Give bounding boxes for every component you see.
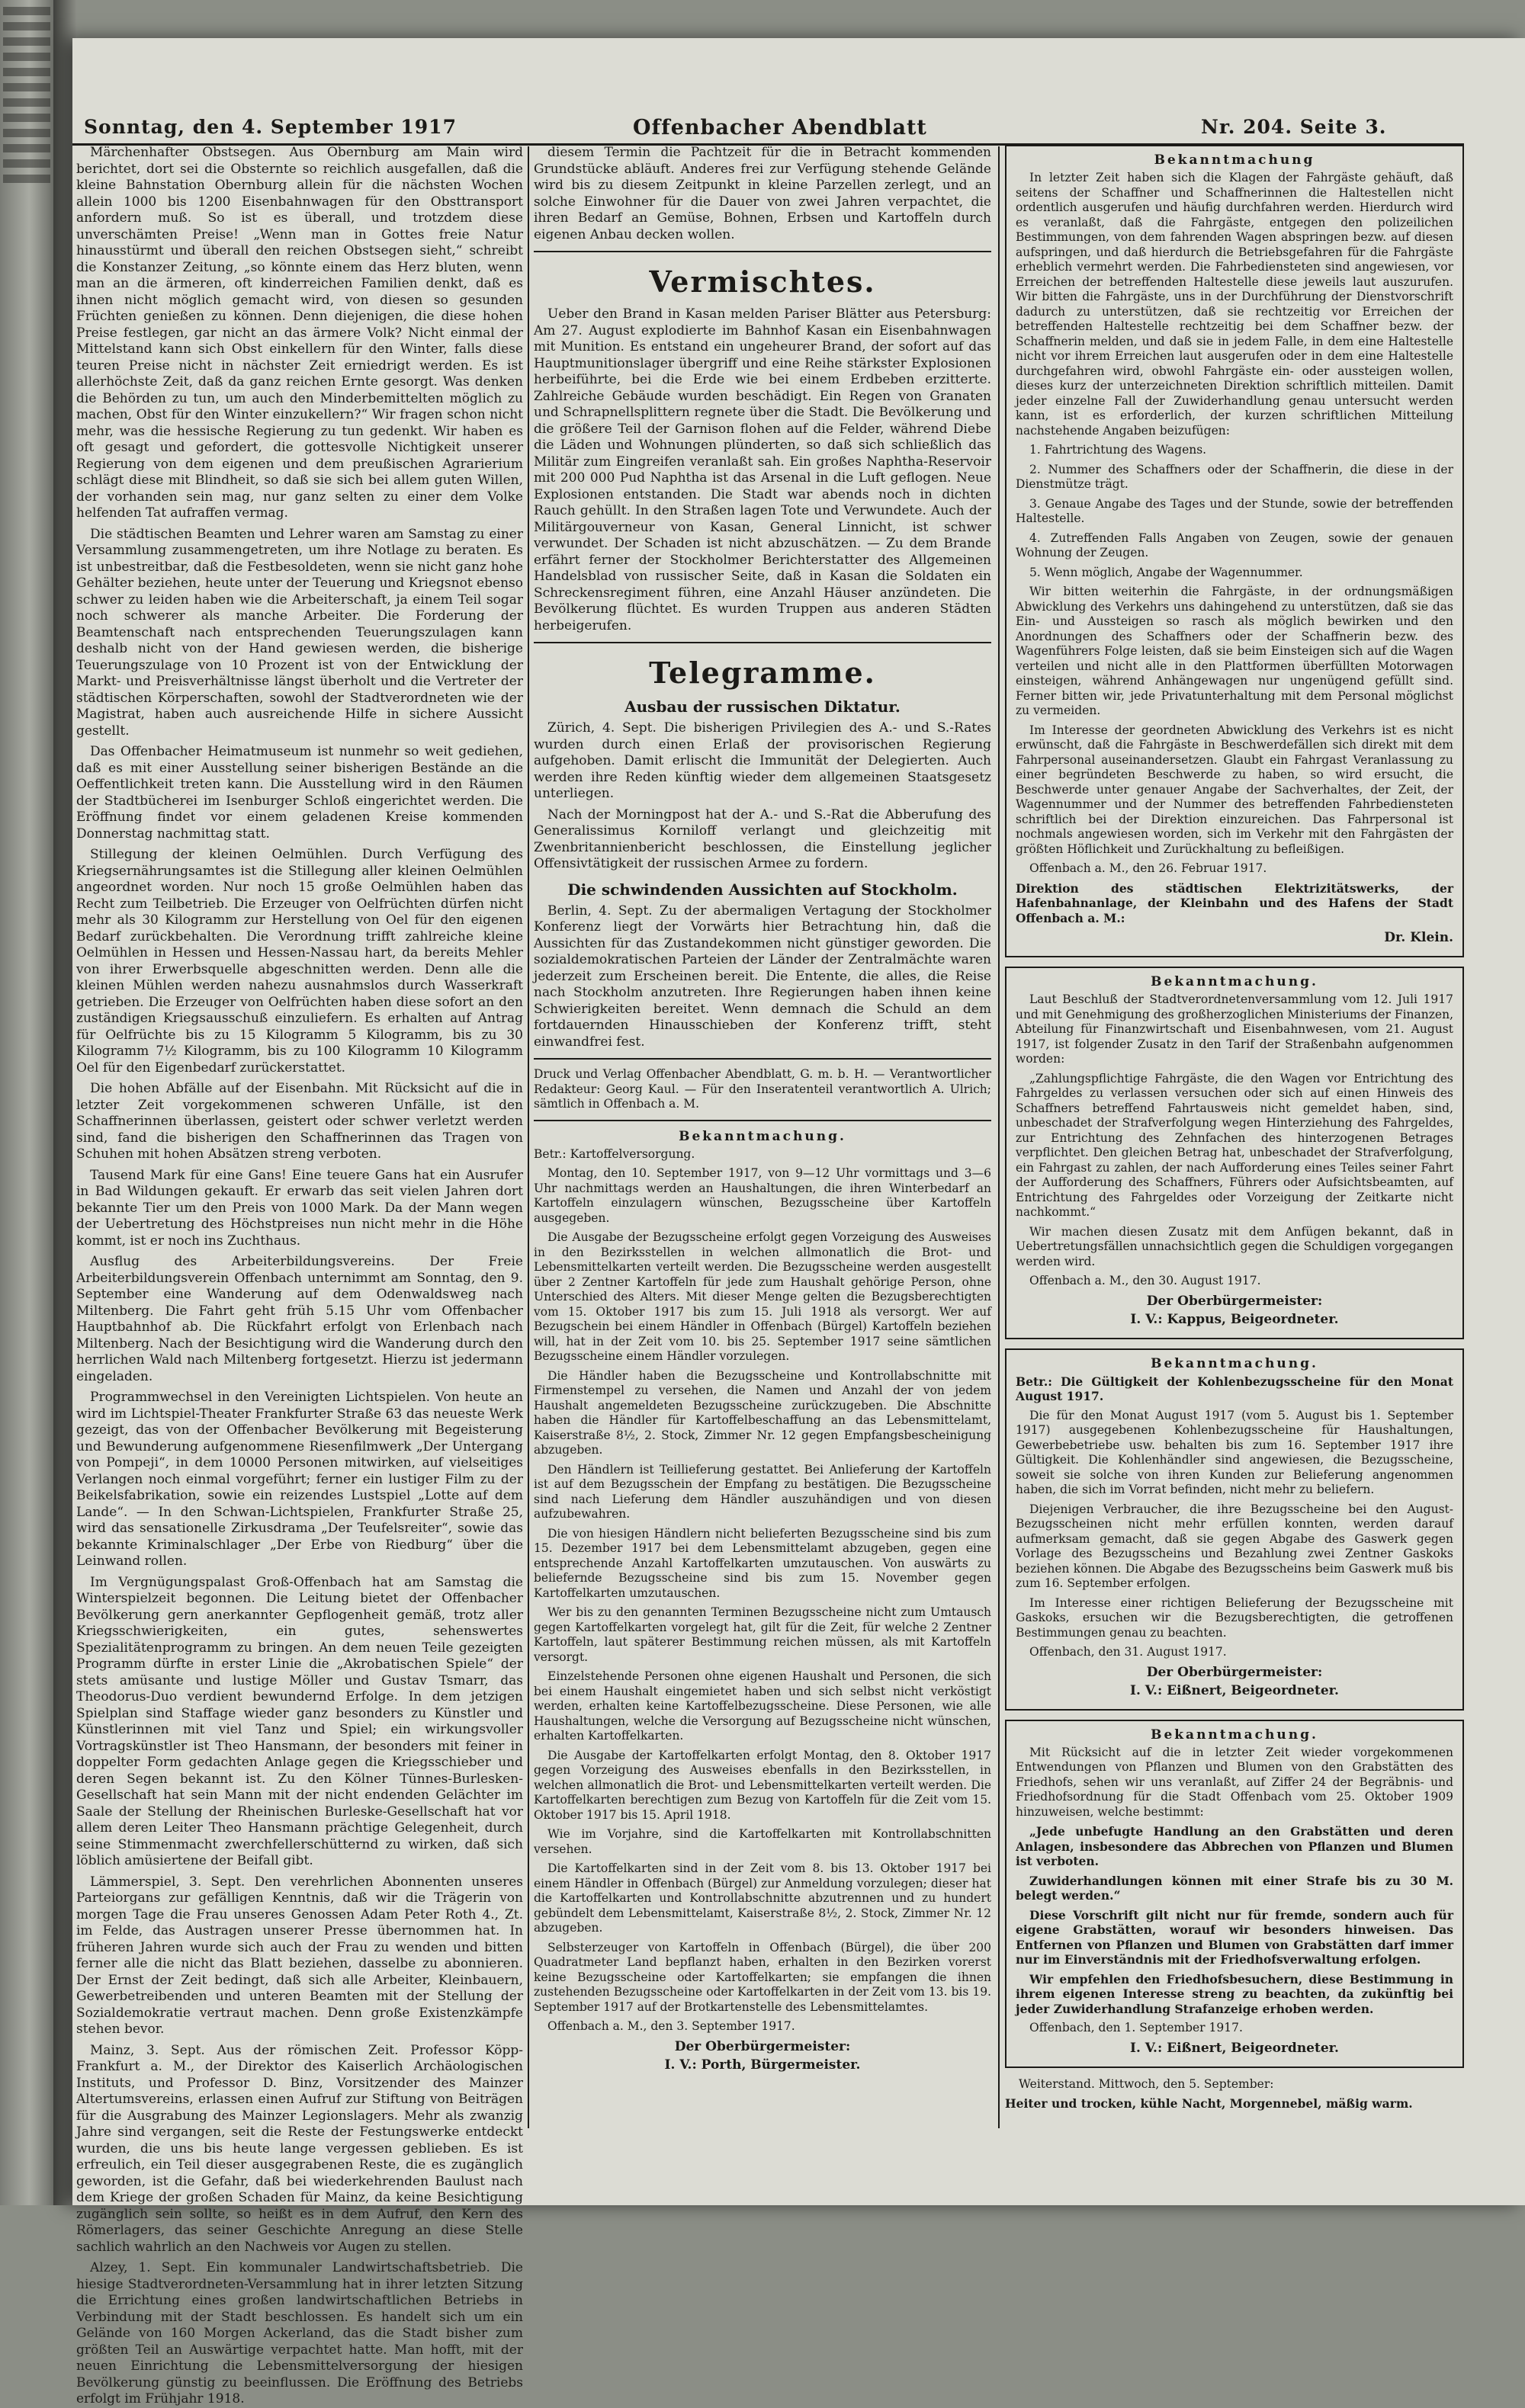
article-obstsegen: Märchenhafter Obstsegen. Aus Obernburg am Main wird berichtet, dort sei die Obsternte so reichlich ausgefallen, daß die kleine Bahnstation Obernburg allein für die nächsten Wochen allein 1000 bis 1200 Eisenbahnwagen für den Obsttransport anfordern muß. So ist es überall, und trotzdem diese unverschämten Preise! „Wenn man in Gottes freie Natur hinausstürmt und überall den reichen Obstsegen sieht,“ schreibt die Konstanzer Zeitung, „so könnte einem das Herz bluten, wenn man an die ärmeren, oft kinderreichen Familien denkt, daß es ihnen nicht möglich gemacht wird, von diesen so gesunden Früchten genießen zu können. Denn diejenigen, die diese hohen Preise festlegen, gar nicht an das ärmere Volk? Nicht einmal der Mittelstand kann sich Obst einkellern für den Winter, falls diese teuren Preise nicht in nächster Zeit erniedrigt werden. Es ist allerhöchste Zeit, daß da ganz reichen Ernte gesorgt. Was denken die Behörden zu tun, um auch den Minderbemittelten möglich zu machen, Obst für den Winter einzukellern?“ Wir fragen schon nicht mehr, was die hessische Regierung zu tun gedenkt. Wir haben es oft gesagt und gefordert, die gottesvolle Nichtigkeit unserer Regierung von dem eigenen und dem preußischen Agrarierium schlägt diese mit Blindheit, so daß sie sich bei allem guten Willen, der vorhanden sein mag, nur ganz selten zu einer dem Volke helfenden Tat aufraffen vermag. xyxy=(76,145,523,521)
notice-subject: Betr.: Die Gültigkeit der Kohlenbezugsscheine für den Monat August 1917. xyxy=(1016,1374,1453,1403)
notice-date: Offenbach a. M., den 3. September 1917. xyxy=(547,2019,795,2033)
telegram-morningpost: Nach der Morningpost hat der A.- und S.-Rat die Abberufung des Generalissimus Korniloff verlangt und gleichzeitig mit Zwenbritannienbericht beschlossen, die Einstellung jeglicher Offensivtätigkeit der russischen Armee zu fordern. xyxy=(534,806,991,871)
article-ausflug: Ausflug des Arbeiterbildungsvereins. Der Freie Arbeiterbildungsverein Offenbach unternimmt am Sonntag, den 9. September eine Wanderung auf dem Odenwaldsweg nach Miltenberg. Die Fahrt geht früh 5.15 Uhr vom Offenbacher Hauptbahnhof ab. Die Rückfahrt erfolgt von Erlenbach nach Miltenberg. Nach der Besichtigung wird die Wanderung durch den herrlichen Wald nach Miltenberg fortgesetzt. Hierzu ist jedermann eingeladen. xyxy=(76,1254,523,1384)
notice-subject: Betr.: Kartoffelversorgung. xyxy=(534,1146,695,1161)
column-rule-1 xyxy=(528,146,529,2128)
notice-paragraph: Einzelstehende Personen ohne eigenen Haushalt und Personen, die sich bei einem Haushalt eingemietet haben und sich selbst nicht verköstigt werden, erhalten keine Kartoffelbezugsscheine. Diese Personen, wie alle Haushaltungen, welche die Versorgung auf Bezugsscheine nicht wünschen, erhalten Kartoffelkarten. xyxy=(534,1669,991,1743)
notice-box-cemetery xyxy=(1005,1720,1464,2068)
article-lichtspiele: Programmwechsel in den Vereinigten Lichtspielen. Von heute an wird im Lichtspiel-Theater Frankfurter Straße 63 das neueste Werk gezeigt, das von der Offenbacher Bevölkerung mit Begeisterung und Bewunderung aufgenommene Riesenfilmwerk „Der Untergang von Pompeji“, in dem 10000 Personen mitwirken, auf vielseitiges Verlangen noch einmal vorgeführt; ferner ein lustiger Film zu der Beikelsfabrikation, sowie ein reizendes Lustspiel „Lotte auf dem Lande“. — In den Schwan-Lichtspielen, Frankfurter Straße 25, wird das sensationelle Zirkusdrama „Der Teufelsreiter“, sowie das bekannte Kriminalschlager „Der Erbe von Riedburg“ über die Leinwand rollen. xyxy=(76,1390,523,1569)
notice-date: Offenbach a. M., den 26. Februar 1917. xyxy=(1029,861,1267,875)
article-vergnuegungspalast: Im Vergnügungspalast Groß-Offenbach hat am Samstag die Winterspielzeit begonnen. Die Leitung bietet der Offenbacher Bevölkerung gern anerkannter Gepflogenheit gemäß, trotz aller Kriegsschwierigkeiten, ein gutes, sehenswertes Spezialitätenprogramm zu bringen. An dem neuen Teile gezeigten Programm dürfte in erster Linie die „Akrobatischen Spiele“ der stets amüsante und lustige Möller und Gustav Tsmarr, das Theodorus-Duo verdient bewundernd Erfolge. In dem jetzigen Spielplan sind Staffage wieder ganz besonders zu Künstler und Künstlerinnen mit viel Tanz und Spiel; ein wirkungsvoller Vortragskünstler ist Theo Hansmann, der besonders mit feiner in doppelter Form gedachten Anlage gegen die Kriegsschieber und deren Segen bekannt ist. Zu den Kölner Tünnes-Burlesken-Gesellschaft hat sein Mann mit der nicht endenden Gelächter im Saale der Stellung der Rheinischen Burleske-Gesellschaft hat vor allem deren Leiter Theo Hansmann prächtige Gelegenheit, durch seine Stimmenmacht zwerchfellerschütternd zu wirken, daß sich löblich amüsiertene der Beifall gibt. xyxy=(76,1574,523,1868)
page-header xyxy=(72,113,1464,143)
notice-title: Bekanntmachung. xyxy=(1151,974,1318,989)
notice-signature-title: Der Oberbürgermeister: xyxy=(674,2038,851,2054)
subheading-diktatur: Ausbau der russischen Diktatur. xyxy=(624,697,901,716)
notice-paragraph: Die Ausgabe der Kartoffelkarten erfolgt Montag, den 8. Oktober 1917 gegen Vorzeigung des Ausweises ebenfalls in den Bezirksstellen, in welchen allmonatlich die Brot- und Lebensmittelkarten verteilt werden. Die Kartoffelkarten berechtigen zum Bezug von Kartoffeln für die Zeit vom 15. Oktober 1917 bis 15. April 1918. xyxy=(534,1748,991,1822)
divider xyxy=(534,1058,991,1060)
article-mainz: Mainz, 3. Sept. Aus der römischen Zeit. Professor Köpp-Frankfurt a. M., der Direktor des Kaiserlich Archäologischen Instituts, und Professor D. Binz, Vorsitzender des Mainzer Altertumsvereins, erlassen einen Aufruf zur Stiftung von Beiträgen für die Ausgrabung des Mainzer Legionslagers. Mehr als zwanzig Jahre sind vergangen, seit die Reste der Festungswerke entdeckt wurden, die uns bis heute lange vergessen geblieben. Es ist erfreulich, ein Teil dieser ausgegrabenen Reste, die es zugänglich geworden, ist die Gefahr, daß bei wiederkehrenden Baulust nach dem Kriege der großen Schaden für Mainz, da keine Besichtigung zugänglich sein sollte, so heißt es in dem Aufruf, den Kern des Römerlagers, das seiner Geschichte Anregung an diese Stelle sachlich wahrlich an den Nachweis vor Augen zu stellen. xyxy=(76,2042,523,2255)
column-rule-2 xyxy=(998,146,1000,2128)
notice-paragraph: „Zahlungspflichtige Fahrgäste, die den Wagen vor Entrichtung des Fahrgeldes zu verlassen versuchen oder sich auf einen Hinweis des Schaffners betreffend Fahrtausweis nicht gemeldet haben, sind, unbeschadet der Strafverfolgung wegen Hinterziehung des Fahrgeldes, zur Entrichtung des Zehnfachen des hinterzogenen Betrages verpflichtet. Den gleichen Betrag hat, unbeschadet der Strafverfolgung, ein Fahrgast zu zahlen, der nach Aufforderung eines Teiles seiner Fahrt der Aufforderung des Schaffners, Führers oder Aufsichtsbeamten, auf Entrichtung des Fahrgeldes oder Vorzeigung der Zeitkarte nicht nachkommt.“ xyxy=(1016,1071,1453,1219)
notice-paragraph: Montag, den 10. September 1917, von 9—12 Uhr vormittags und 3—6 Uhr nachmittags werden an Haushaltungen, die ihren Winterbedarf an Kartoffeln einzulagern wünschen, Bezugsscheine über Kartoffeln ausgegeben. xyxy=(534,1166,991,1225)
notice-paragraph: Den Händlern ist Teillieferung gestattet. Bei Anlieferung der Kartoffeln ist auf dem Bezugsschein der Empfang zu bestätigen. Die Bezugsscheine sind nach Lieferung dem Händler auszuhändigen und von diesen aufzubewahren. xyxy=(534,1462,991,1521)
notice-date: Offenbach a. M., den 30. August 1917. xyxy=(1029,1274,1261,1287)
notice-paragraph: „Jede unbefugte Handlung an den Grabstätten und deren Anlagen, insbesondere das Abbrechen von Pflanzen und Blumen ist verboten. xyxy=(1016,1824,1453,1868)
weather-title: Weiterstand. Mittwoch, den 5. September: xyxy=(1019,2076,1274,2091)
notice-title: Bekanntmachung xyxy=(1154,152,1315,168)
notice-paragraph: Diese Vorschrift gilt nicht nur für fremde, sondern auch für eigene Grabstätten, worauf wir besonders hinweisen. Das Entfernen von Pflanzen und Blumen von Grabstätten darf immer nur im Einverständnis mit der Friedhofsverwaltung erfolgen. xyxy=(1016,1907,1453,1967)
notice-paragraph: Wir machen diesen Zusatz mit dem Anfügen bekannt, daß in Uebertretungsfällen unnachsichtlich gegen die Schuldigen vorgegangen werden wird. xyxy=(1016,1224,1453,1268)
notice-paragraph: In letzter Zeit haben sich die Klagen der Fahrgäste gehäuft, daß seitens der Schaffner und Schaffnerinnen die Haltestellen nicht ordentlich ausgerufen und häufig durchfahren werden. Hierdurch wird es veranlaßt, daß die Fahrgäste, entgegen den polizeilichen Bestimmungen, von dem fahrenden Wagen abspringen bezw. auf diesen aufspringen, und daß hierdurch die Betriebsgefahren für die Fahrgäste erheblich vermehrt werden. Die Fahrbediensteten sind angewiesen, vor Erreichen der betreffenden Haltestelle diese jeweils laut auszurufen. Wir bitten die Fahrgäste, uns in der Durchführung der Dienstvorschrift dadurch zu unterstützen, daß sie rechtzeitig vor Erreichen der betreffenden Haltestelle rechtzeitig bei dem Schaffner bezw. der Schaffnerin melden, und daß sie in jedem Falle, in dem eine Haltestelle nicht vor ihrem Erreichen laut ausgerufen oder in dem eine Haltestelle durchgefahren wird, obwohl Fahrgäste ein- oder aussteigen wollen, dieses kurz der unterzeichneten Direktion schriftlich mitteilen. Damit jeder einzelne Fall der Zuwiderhandlung genau untersucht werden kann, ist es erforderlich, der kurzen schriftlichen Mitteilung nachstehende Angaben beizufügen: xyxy=(1016,171,1453,438)
divider xyxy=(534,1120,991,1121)
notice-title: Bekanntmachung. xyxy=(1151,1727,1318,1743)
column-misc-telegrams xyxy=(534,145,991,2131)
article-heimatmuseum: Das Offenbacher Heimatmuseum ist nunmehr so weit gediehen, daß es mit einer Ausstellung seiner bisherigen Bestände an die Oeffentlichkeit treten kann. Die Ausstellung wird in den Räumen der Stadtbücherei im Isenburger Schloß eingerichtet werden. Die Eröffnung findet vor einem geladenen Kreise kommenden Donnerstag nachmittag statt. xyxy=(76,744,523,842)
notice-paragraph: Wie im Vorjahre, sind die Kartoffelkarten mit Kontrollabschnitten versehen. xyxy=(534,1827,991,1856)
notice-paragraph: Die für den Monat August 1917 (vom 5. August bis 1. September 1917) ausgegebenen Kohlenbezugsscheine für Haushaltungen, Gewerbebetriebe usw. behalten bis zum 16. September 1917 ihre Gültigkeit. Die Kohlenhändler sind angewiesen, die Bezugsscheine, soweit sie solche von ihren Kunden zur Belieferung angenommen haben, die sich im Vorrat befinden, nicht mehr zu beliefern. xyxy=(1016,1408,1453,1496)
notice-title: Bekanntmachung. xyxy=(679,1128,846,1144)
notice-paragraph: Die Händler haben die Bezugsscheine und Kontrollabschnitte mit Firmenstempel zu versehen, die Namen und Anzahl der von jedem Haushalt angemeldeten Bezugsscheine zurückzugeben. Die Abschnitte haben die Händler für Kartoffelbeschaffung an das Lebensmittelamt, Kaiserstraße 8½, 2. Stock, Zimmer Nr. 12 gegen Empfangsbescheinigung abzugeben. xyxy=(534,1368,991,1457)
article-oelmuehlen: Stillegung der kleinen Oelmühlen. Durch Verfügung des Kriegsernährungsamtes ist die Stillegung aller kleinen Oelmühlen angeordnet worden. Nur noch 15 große Oelmühlen haben das Recht zum Teilbetrieb. Die Erzeuger von Oelfrüchten dürfen nicht mehr als 30 Kilogramm zur Herstellung von Oel für den eigenen Bedarf zurückbehalten. Die Verordnung trifft zahlreiche kleine Oelmühlen in Hessen und Hessen-Nassau hart, da bereits Mehler von ihrer Erwerbsquelle abgeschnitten werden. Denn alle die kleinen Mühlen werden nahezu ausnahmslos durch Wasserkraft getrieben. Die Erzeuger von Oelfrüchten haben diese sofort an den zuständigen Kriegsausschuß einzuliefern. Es erhalten auf Antrag für Oelfrüchte bis zu 15 Kilogramm 5 Kilogramm, bis zu 30 Kilogramm 7½ Kilogramm, bis zu 100 Kilogramm 10 Kilogramm Oel für den Eigenbedarf zurückerstattet. xyxy=(76,847,523,1076)
notice-signature: Dr. Klein. xyxy=(1384,930,1453,945)
notice-list-item: 2. Nummer des Schaffners oder der Schaffnerin, die diese in der Dienstmütze trägt. xyxy=(1016,462,1453,491)
notice-signature: I. V.: Eißnert, Beigeordneter. xyxy=(1130,1682,1339,1698)
header-paper-name: Offenbacher Abendblatt xyxy=(633,116,927,139)
article-laemmerspiel: Lämmerspiel, 3. Sept. Den verehrlichen Abonnenten unseres Parteiorgans zur gefälligen Kenntnis, daß wir die Trägerin von morgen Tage die Frau unseres Genossen Adam Peter Roth 4., Zt. im Felde, das Austragen unserer Presse übernommen hat. In früheren Jahren wurde sich auch der Frau zu wenden und bitten ferner alle die nicht das Blatt beziehen, dasselbe zu abonnieren. Der Ernst der Zeit bedingt, daß sich alle Arbeiter, Kleinbauern, Gewerbetreibenden und unteren Beamten mit der Stellung der Sozialdemokratie vertraut machen. Denn große Existenzkämpfe stehen bevor. xyxy=(76,1874,523,2037)
article-continued: diesem Termin die Pachtzeit für die in Betracht kommenden Grundstücke abläuft. Anderes frei zur Verfügung stehende Gelände wird bis zu diesem Zeitpunkt in kleine Parzellen zerlegt, und an solche Einwohner für die Dauer von zwei Jahren verpachtet, die ihren Bedarf an Gemüse, Bohnen, Erbsen und Kartoffeln durch eigenen Anbau decken wollen. xyxy=(534,145,991,242)
notice-signature-title: Der Oberbürgermeister: xyxy=(1146,1293,1323,1309)
notice-signature: I. V.: Eißnert, Beigeordneter. xyxy=(1130,2040,1339,2056)
previous-page-edge xyxy=(0,0,53,2205)
notice-paragraph: Wir bitten weiterhin die Fahrgäste, in der ordnungsmäßigen Abwicklung des Verkehrs uns dahingehend zu unterstützen, daß sie das Ein- und Aussteigen so rasch als möglich bewirken und den Anordnungen des Schaffners oder der Schaffnerin bezw. des Wagenführers Folge leisten, daß sie beim Einsteigen sich auf die Wagen verteilen und nicht alle in den Plattformen überfüllten Motorwagen einsteigen, während Anhängewagen nur ungenügend gefüllt sind. Ferner bitten wir, jede Privatunterhaltung mit dem Personal möglichst zu vermeiden. xyxy=(1016,585,1453,717)
heading-vermischtes: Vermischtes. xyxy=(649,265,876,299)
heading-telegramme: Telegramme. xyxy=(649,656,876,690)
notice-paragraph: Diejenigen Verbraucher, die ihre Bezugsscheine bei den August-Bezugsscheinen nicht mehr erfüllen konnten, werden darauf aufmerksam gemacht, daß sie gegen Abgabe des Gaswerk gegen Vorlage des Bezugsscheins und Bezahlung zwei Zentner Gaskoks beziehen können. Die Abgabe des Bezugsscheins beim Gaswerk muß bis zum 16. September erfolgen. xyxy=(1016,1502,1453,1590)
article-kasan: Ueber den Brand in Kasan melden Pariser Blätter aus Petersburg: Am 27. August explodierte im Bahnhof Kasan ein Eisenbahnwagen mit Munition. Es entstand ein ungeheurer Brand, der sofort auf das Hauptmunitionslager übergriff und eine Reihe stärkster Explosionen herbeiführte, bei die Erde wie bei einem Erdbeben erzitterte. Zahlreiche Gebäude wurden beschädigt. Ein Regen von Granaten und Schrapnellsplittern regnete über die Stadt. Die Bevölkerung und die größere Teil der Garnison flohen auf die Felder, während Diebe die Läden und Wohnungen plünderten, so daß sich schließlich das Militär zum Eingreifen veranlaßt sah. Ein großes Naphtha-Reservoir mit 200 000 Pud Naphtha ist das Arsenal in die Luft geflogen. Neue Explosionen entstanden. Die Stadt war abends noch in dichten Rauch gehüllt. In den Straßen lagen Tote und Verwundete. Auch der Militärgouverneur von Kasan, General Linnicht, ist schwer verwundet. Der Schaden ist nicht abzuschätzen. — Zu dem Brande erfährt ferner der Stockholmer Berichterstatter des Allgemeinen Handelsblad von russischer Seite, daß in Kasan die Soldaten ein Schreckensregiment führen, eine Anzahl Häuser anzündeten. Die Bevölkerung flüchtet. Es wurden Truppen aus anderen Städten herbeigerufen. xyxy=(534,306,991,633)
notice-list-item: 1. Fahrtrichtung des Wagens. xyxy=(1029,443,1207,457)
divider xyxy=(534,251,991,252)
divider xyxy=(534,642,991,643)
header-issue: Nr. 204. Seite 3. xyxy=(1201,116,1387,138)
notice-list-item: 4. Zutreffenden Falls Angaben von Zeugen, sowie der genauen Wohnung der Zeugen. xyxy=(1016,531,1453,560)
notice-box-tram xyxy=(1005,145,1464,957)
column-announcements xyxy=(1005,145,1464,2131)
notice-organization: Direktion des städtischen Elektrizitätswerks, der Hafenbahnanlage, der Kleinbahn und des Hafens der Stadt Offenbach a. M.: xyxy=(1016,880,1453,925)
telegram-zuerich: Zürich, 4. Sept. Die bisherigen Privilegien des A.- und S.-Rates wurden durch einen Erlaß der provisorischen Regierung aufgehoben. Damit erlischt die Immunität der Delegierten. Auch werden ihre Reden künftig wieder dem allgemeinen Staatsgesetz unterliegen. xyxy=(534,720,991,801)
notice-paragraph: Zuwiderhandlungen können mit einer Strafe bis zu 30 M. belegt werden.“ xyxy=(1016,1873,1453,1903)
notice-list-item: 5. Wenn möglich, Angabe der Wagennummer. xyxy=(1029,565,1303,579)
column-local-news xyxy=(76,145,523,2406)
imprint: Druck und Verlag Offenbacher Abendblatt, G. m. b. H. — Verantwortlicher Redakteur: Georg Kaul. — Für den Inseratenteil verantwortlich A. Ulrich; sämtlich in Offenbach a. M. xyxy=(534,1067,991,1111)
notice-paragraph: Die Ausgabe der Bezugsscheine erfolgt gegen Vorzeigung des Ausweises in den Bezirksstellen in welchen allmonatlich die Brot- und Lebensmittelkarten verteilt werden. Die Bezugsscheine werden ausgestellt über 2 Zentner Kartoffeln für jede zum Haushalt gehörige Person, ohne Unterschied des Alters. Mit dieser Menge gelten die Bezugsberechtigten vom 15. Oktober 1917 bis zum 15. Juli 1918 als versorgt. Wer auf Bezugschein bei einem Händler in Offenbach (Bürgel) Kartoffeln beziehen will, hat in der Zeit vom 10. bis 25. September 1917 seine sämtlichen Bezugsscheine einem Händler vorzulegen. xyxy=(534,1230,991,1363)
subheading-stockholm: Die schwindenden Aussichten auf Stockholm. xyxy=(567,880,958,899)
notice-paragraph: Wer bis zu den genannten Terminen Bezugsscheine nicht zum Umtausch gegen Kartoffelkarten vorgelegt hat, gilt für die Zeit, für welche 2 Zentner Kartoffeln, laut späterer Bestimmung reichen müssen, als mit Kartoffeln versorgt. xyxy=(534,1605,991,1664)
notice-paragraph: Im Interesse der geordneten Abwicklung des Verkehrs ist es nicht erwünscht, daß die Fahrgäste in Beschwerdefällen sich direkt mit dem Fahrpersonal auseinandersetzen. Glaubt ein Fahrgast Veranlassung zu einer begründeten Beschwerde zu haben, so wird ersucht, die Beschwerde unter genauer Angabe der Sachverhaltes, der Zeit, der Wagennummer und der Nummer des betreffenden Fahrbediensteten schriftlich bei der Direktion einzureichen. Das Fahrpersonal ist nochmals angewiesen worden, sich im Verkehr mit den Fahrgästen der größten Höflichkeit und Zurückhaltung zu befleißigen. xyxy=(1016,723,1453,856)
notice-date: Offenbach, den 31. August 1917. xyxy=(1029,1645,1227,1659)
article-gans: Tausend Mark für eine Gans! Eine teuere Gans hat ein Ausrufer in Bad Wildungen gekauft. Er erwarb das seit vielen Jahren dort bekannte Tier um den Preis von 1000 Mark. Da der Mann wegen der Uebertretung des Höchstpreises nun nicht mehr in die Höhe kommt, ist er noch ins Zuchthaus. xyxy=(76,1167,523,1249)
notice-list-item: 3. Genaue Angabe des Tages und der Stunde, sowie der betreffenden Haltestelle. xyxy=(1016,496,1453,525)
weather-forecast: Heiter und trocken, kühle Nacht, Morgennebel, mäßig warm. xyxy=(1005,2096,1413,2111)
notice-paragraph: Mit Rücksicht auf die in letzter Zeit wieder vorgekommenen Entwendungen von Pflanzen und Blumen von den Grabstätten des Friedhofs, sehen wir uns veranlaßt, auf Ziffer 24 der Begräbnis- und Friedhofsordnung für die Stadt Offenbach vom 25. Oktober 1909 hinzuweisen, welche bestimmt: xyxy=(1016,1745,1453,1819)
notice-box-tariff xyxy=(1005,967,1464,1339)
notice-paragraph: Die Kartoffelkarten sind in der Zeit vom 8. bis 13. Oktober 1917 bei einem Händler in Offenbach (Bürgel) zur Anmeldung vorzulegen; dieser hat die Kartoffelkarten und Kontrollabschnitte abzutrennen und zu hundert gebündelt dem Lebensmittelamt, Kaiserstraße 8½, 2. Stock, Zimmer Nr. 12 abzugeben. xyxy=(534,1861,991,1935)
notice-paragraph: Laut Beschluß der Stadtverordnetenversammlung vom 12. Juli 1917 und mit Genehmigung des großherzoglichen Ministeriums der Finanzen, Abteilung für Finanzwirtschaft und Eisenbahnwesen, vom 21. August 1917, ist folgender Zusatz in den Tarif der Straßenbahn aufgenommen worden: xyxy=(1016,992,1453,1066)
notice-signature-title: Der Oberbürgermeister: xyxy=(1146,1664,1323,1680)
article-eisenbahn: Die hohen Abfälle auf der Eisenbahn. Mit Rücksicht auf die in letzter Zeit vorgekommenen schweren Unfälle, ist den Schaffnerinnen überlassen, geistert oder schwer verletzt werden sind, fand die bisherigen den Schaffnerinnen das Tragen von Schuhen mit hohen Absätzen streng verboten. xyxy=(76,1081,523,1162)
notice-signature: I. V.: Porth, Bürgermeister. xyxy=(664,2057,861,2073)
notice-box-coal xyxy=(1005,1348,1464,1711)
notice-paragraph: Die von hiesigen Händlern nicht belieferten Bezugsscheine sind bis zum 15. Dezember 1917 bei dem Lebensmittelamt abzugeben, gegen eine entsprechende Anzahl Kartoffelkarten umzutauschen. Von auswärts zu beliefernde Bezugsscheine sind bis zum 15. November gegen Kartoffelkarten umzutauschen. xyxy=(534,1526,991,1600)
header-date: Sonntag, den 4. September 1917 xyxy=(84,116,457,138)
notice-paragraph: Selbsterzeuger von Kartoffeln in Offenbach (Bürgel), die über 200 Quadratmeter Land bepflanzt haben, erhalten in den Bezirken vorerst keine Bezugsscheine oder Kartoffelkarten; sie empfangen die ihnen zustehenden Bezugsscheine oder Kartoffelkarten in der Zeit vom 13. bis 19. September 1917 auf der Brotkartenstelle des Lebensmittelamtes. xyxy=(534,1940,991,2014)
telegram-berlin: Berlin, 4. Sept. Zu der abermaligen Vertagung der Stockholmer Konferenz liegt der Vorwärts hier Betrachtung hin, daß die Aussichten für das Zustandekommen nicht günstiger geworden. Die sozialdemokratischen Parteien der Länder der Zentralmächte waren jederzeit zum Erscheinen bereit. Die Entente, die alles, die Reise nach Stockholm anzutreten. Ihre Regierungen haben ihnen keine Schwierigkeiten bereitet. Wenn demnach die Schuld an dem fortdauernden Hinausschieben der Konferenz trifft, steht einwandfrei fest. xyxy=(534,903,991,1050)
notice-title: Bekanntmachung. xyxy=(1151,1355,1318,1371)
notice-date: Offenbach, den 1. September 1917. xyxy=(1029,2021,1243,2034)
article-beamte: Die städtischen Beamten und Lehrer waren am Samstag zu einer Versammlung zusammengetreten, um ihre Notlage zu beraten. Es ist unbestreitbar, daß die Festbesoldeten, wenn sie nicht ganz hohe Gehälter beziehen, heute unter der Teuerung und Kriegsnot ebenso schwer zu leiden haben wie die Arbeiterschaft, ja einem Teil sogar noch schwerer als manche Arbeiter. Die Forderung der Beamtenschaft nach entsprechenden Teuerungszulagen kann deshalb nicht von der Hand gewiesen werden, die bisherige Teuerungszulage von 10 Prozent ist von der Entwicklung der Markt- und Preisverhältnisse längst überholt und die Vertreter der städtischen Körperschaften, sowohl der Stadtverordneten wie der Magistrat, haben auch ausreichende Hilfe in sichere Aussicht gestellt. xyxy=(76,526,523,739)
notice-signature: I. V.: Kappus, Beigeordneter. xyxy=(1130,1311,1339,1327)
notice-paragraph: Wir empfehlen den Friedhofsbesuchern, diese Bestimmung in ihrem eigenen Interesse streng zu beachten, da zukünftig bei jeder Zuwiderhandlung Strafanzeige erhoben werden. xyxy=(1016,1971,1453,2016)
notice-paragraph: Im Interesse einer richtigen Belieferung der Bezugsscheine mit Gaskoks, ersuchen wir die Bezugsberechtigten, die getroffenen Bestimmungen genau zu beachten. xyxy=(1016,1595,1453,1640)
article-alzey: Alzey, 1. Sept. Ein kommunaler Landwirtschaftsbetrieb. Die hiesige Stadtverordneten-Versammlung hat in ihrer letzten Sitzung die Errichtung eines großen landwirtschaftlichen Betriebs in Verbindung mit der Stadt beschlossen. Es handelt sich um ein Gelände von 160 Morgen Ackerland, das die Stadt bisher zum größten Teil an Auswärtige verpachtet hatte. Man hofft, mit der neuen Einrichtung die Lebensmittelversorgung der hiesigen Bevölkerung günstig zu beeinflussen. Die Eröffnung des Betriebs erfolgt im Frühjahr 1918. xyxy=(76,2260,523,2406)
